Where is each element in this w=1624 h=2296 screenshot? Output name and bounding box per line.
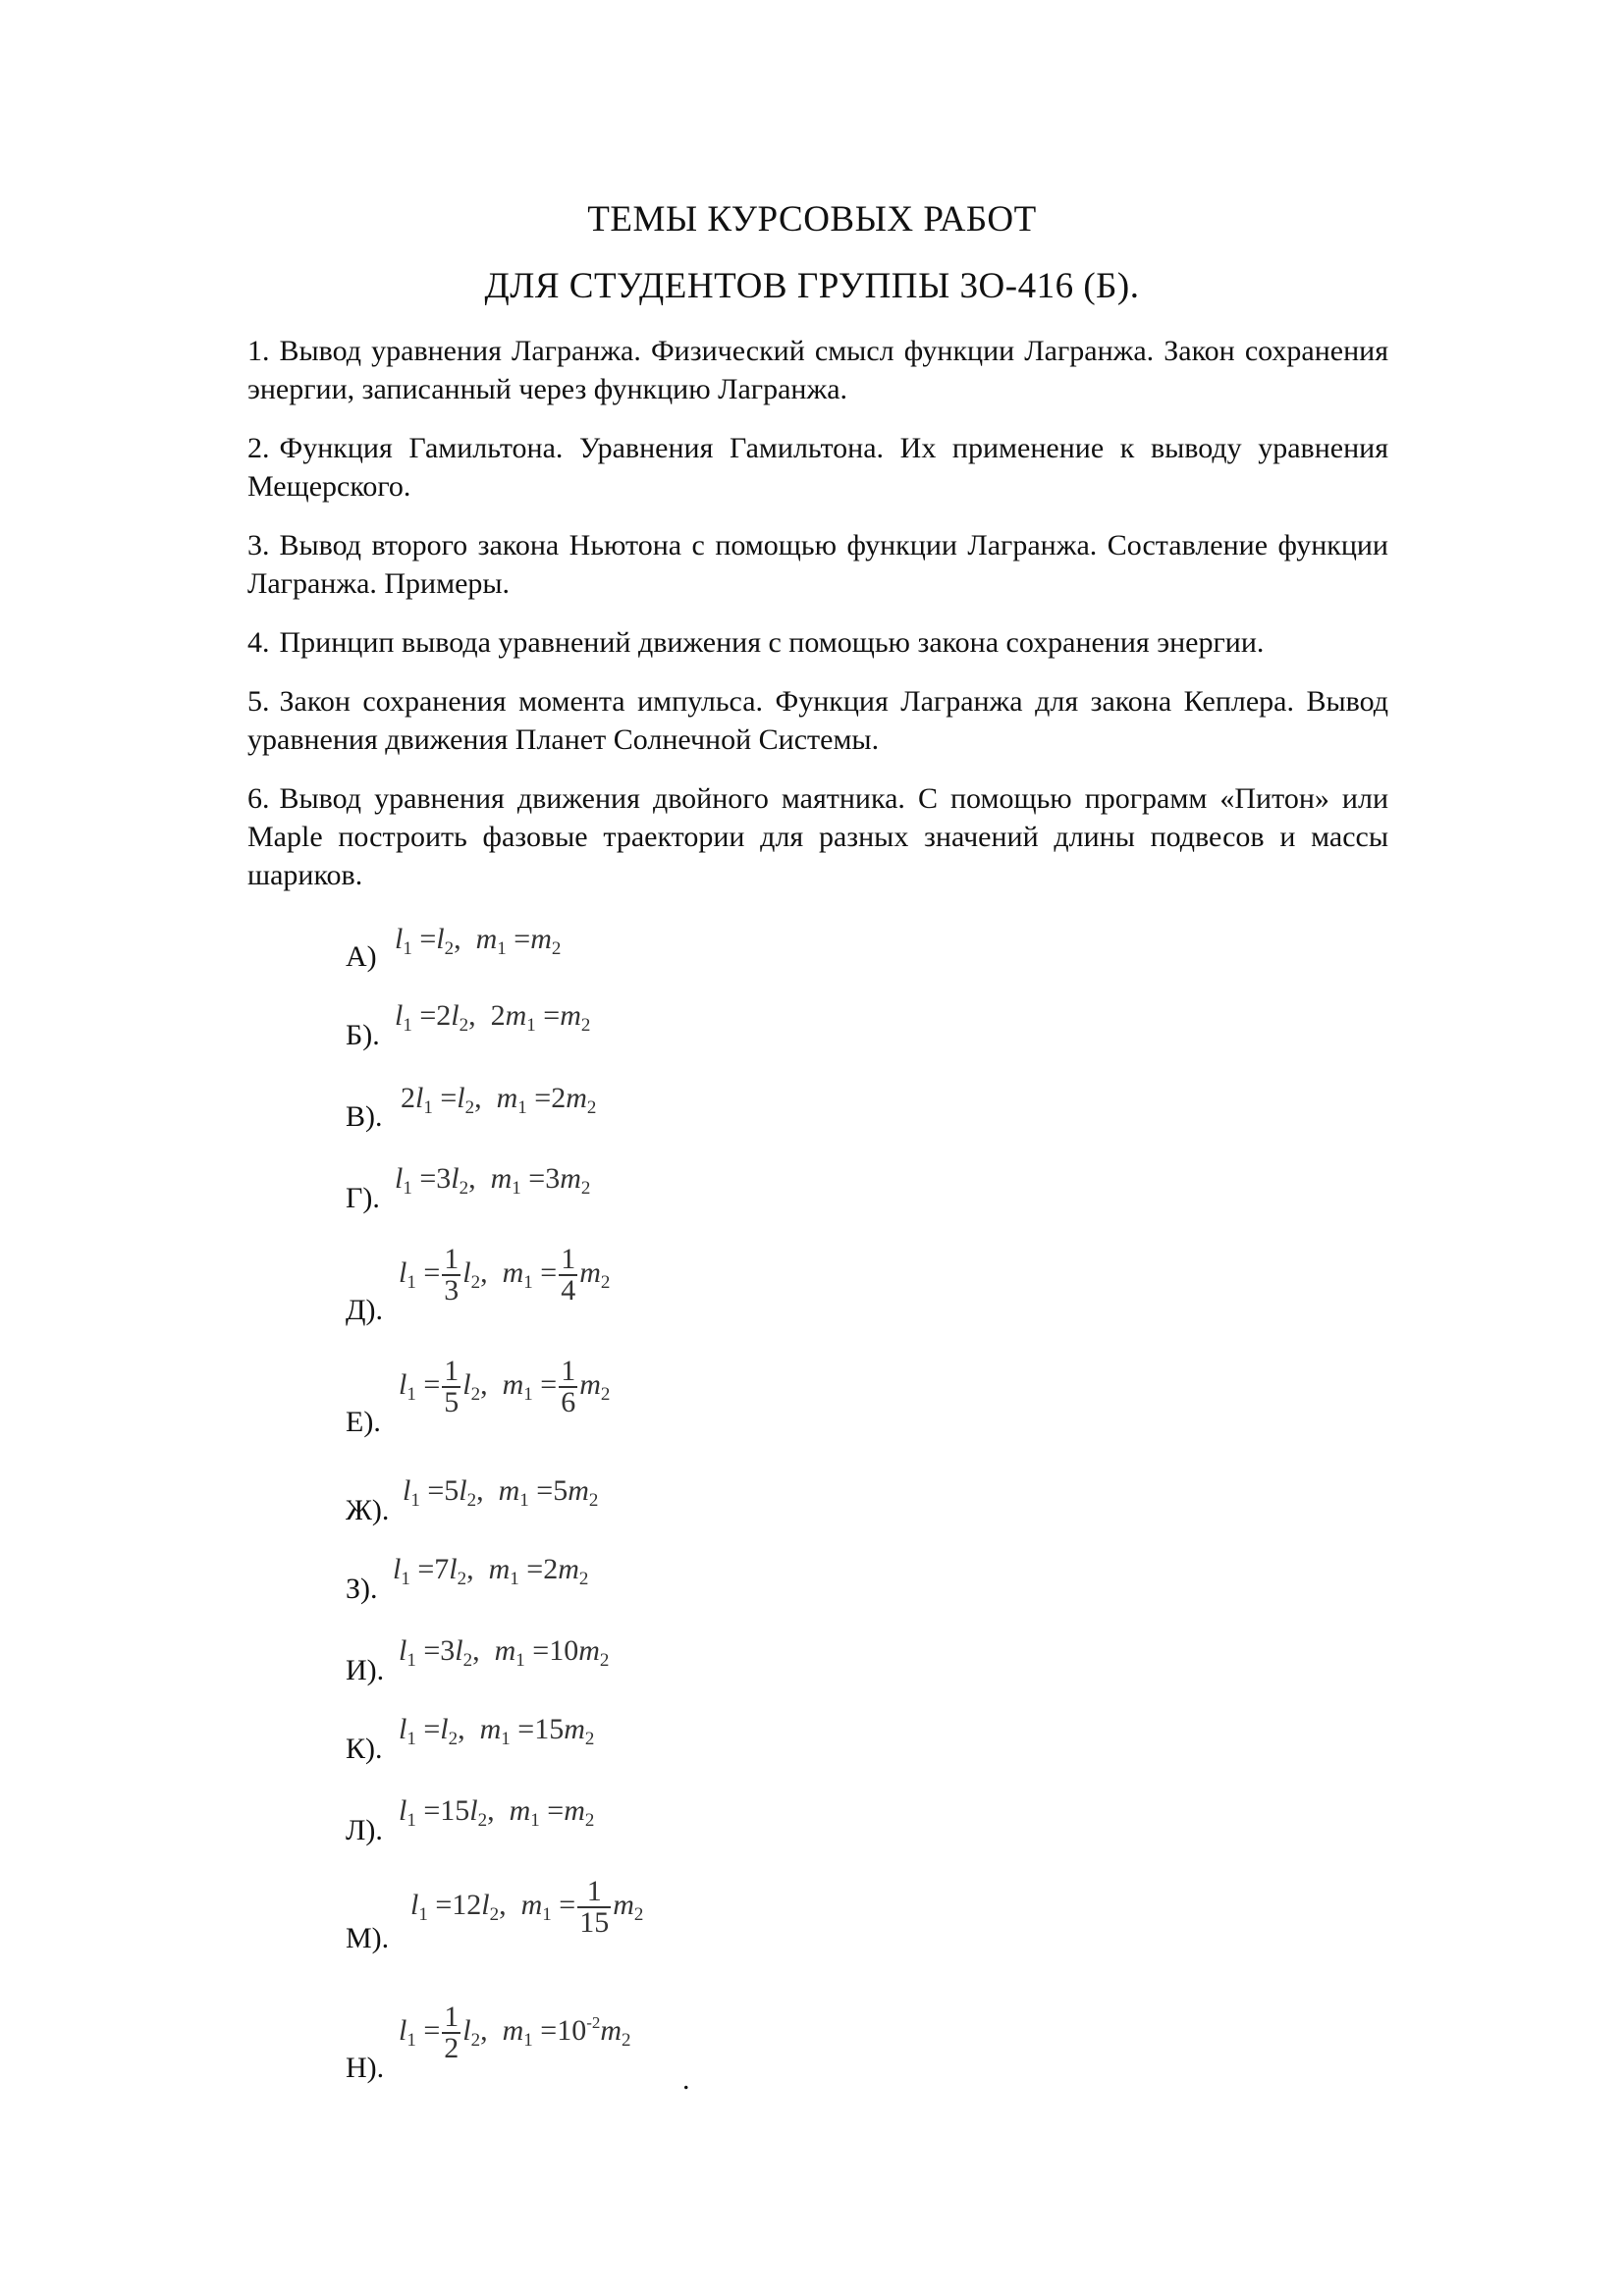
variant-formula: $l_1$ = $\frac{1}{5}$ $l_2$, $m_1$ = $\frac{1}{6}$ $m_2$ [399,1355,611,1418]
variant-formula: $l_1 =l_2$, $m_1 =m_2$ [395,923,562,959]
variant-label: Л). [346,1814,383,1846]
variant-formula: $l_1 =3l_2$, $m_1 =3m_2$ [395,1162,591,1199]
variant-formula: $l_1 =3l_2$, $m_1 =10m_2$ [399,1634,610,1671]
variant-formula: $l_1 =12l_2$, $m_1$ = $\frac{1}{15}$ $m_2$ [410,1875,644,1939]
variant-formula: $l_1$ = $\frac{1}{3}$ $l_2$, $m_1$ = $\frac{1}{4}$ $m_2$ [399,1243,611,1307]
fraction: $\frac{1}{4}$ [561,1243,576,1307]
variant-formula: $l_1 =2l_2$, $2m_1 =m_2$ [395,999,591,1036]
variant-label: Б). [346,1019,380,1051]
variant-label: И). [346,1654,385,1686]
fraction: $\frac{1}{5}$ [444,1355,460,1418]
variant-label: М). [346,1922,390,1954]
document-title-line1: ТЕМЫ КУРСОВЫХ РАБОТ [587,199,1037,240]
variant-label: З). [346,1573,378,1605]
variant-label: В). [346,1100,383,1133]
variant-formula: $l_1$ = $\frac{1}{2}$ $l_2$, $m_1 =10^{-2}m_2$ [399,2001,631,2064]
variant-label: А) [346,940,377,973]
variant-label: Г). [346,1182,380,1214]
fraction: $\frac{1}{2}$ [444,2001,460,2064]
variant-formula: $l_1 =5l_2$, $m_1 =5m_2$ [403,1474,599,1511]
topic-item: 1. Вывод уравнения Лагранжа. Физический смысл функции Лагранжа. Закон сохранения энергии, записанный через функцию Лагранжа. [247,335,1388,405]
variant-label: Д). [346,1294,383,1326]
topic-item: 6. Вывод уравнения движения двойного маятника. С помощью программ «Питон» или Maple построить фазовые траектории для разных значений длины подвесов и массы шариков. [247,782,1388,891]
fraction: $\frac{1}{3}$ [444,1243,460,1307]
document-title-line2: ДЛЯ СТУДЕНТОВ ГРУППЫ 3О-416 (Б). [484,266,1140,306]
variant-label: Н). [346,2052,385,2084]
variant-formula: $2l_1 =l_2$, $m_1 =2m_2$ [401,1082,597,1118]
fraction: $\frac{1}{6}$ [561,1355,576,1418]
variant-label: К). [346,1733,383,1765]
variant-label: Ж). [346,1494,390,1526]
topic-item: 2. Функция Гамильтона. Уравнения Гамильтона. Их применение к выводу уравнения Мещерского. [247,432,1388,503]
topic-item: 3. Вывод второго закона Ньютона с помощью функции Лагранжа. Составление функции Лагранжа. Примеры. [247,529,1388,600]
fraction: $\frac{1}{15}$ [579,1875,610,1939]
trailing-dot: . [682,2063,690,2096]
variant-label: Е). [346,1406,381,1438]
variant-formula: $l_1 =l_2$, $m_1 =15m_2$ [399,1713,595,1749]
variant-formula: $l_1 =7l_2$, $m_1 =2m_2$ [393,1553,589,1589]
topic-item: 5. Закон сохранения момента импульса. Функция Лагранжа для закона Кеплера. Вывод уравнения движения Планет Солнечной Системы. [247,685,1388,756]
variant-formula: $l_1 =15l_2$, $m_1 =m_2$ [399,1794,595,1831]
topics-list [247,332,1388,915]
topic-item: 4. Принцип вывода уравнений движения с помощью закона сохранения энергии. [247,626,1265,659]
